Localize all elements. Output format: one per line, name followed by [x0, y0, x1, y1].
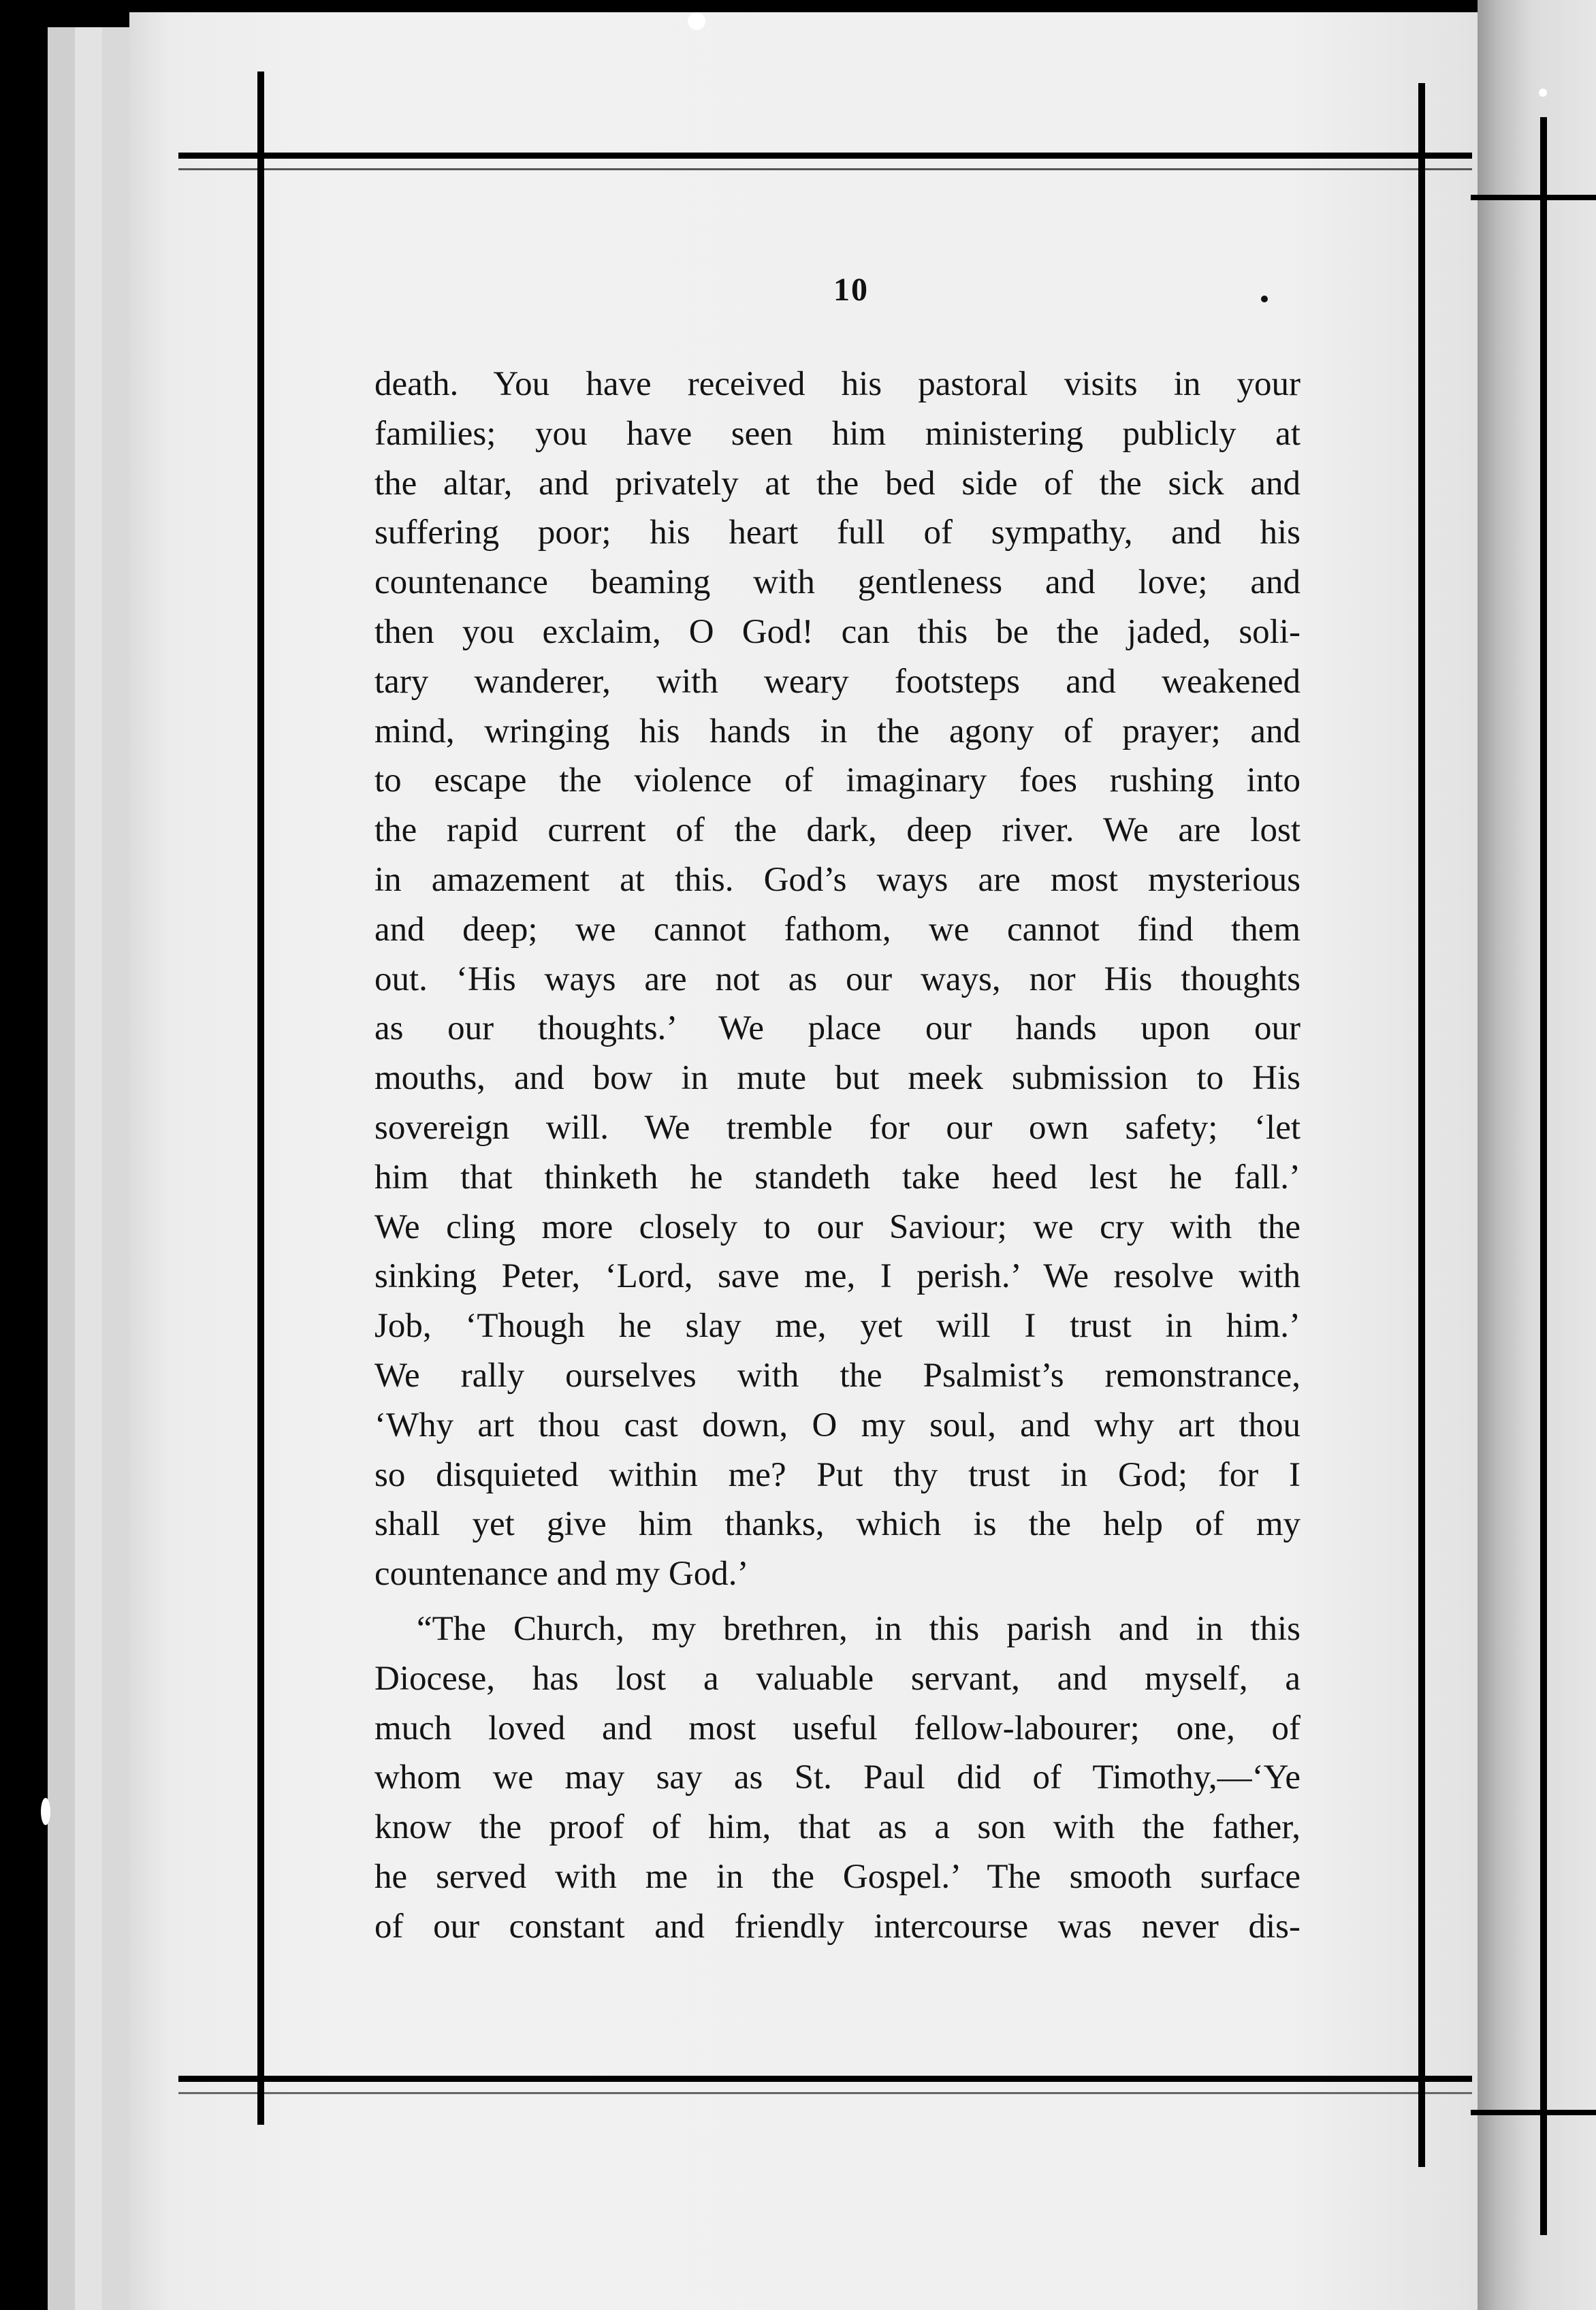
- adjacent-page-top-rule: [1471, 195, 1596, 200]
- text-line: of our constant and friendly intercourse was never dis-: [374, 1907, 1300, 1946]
- text-line: mind, wringing his hands in the agony of prayer; and: [374, 712, 1300, 750]
- text-line: death. You have received his pastoral visits in your: [374, 365, 1300, 403]
- text-line: ‘Why art thou cast down, O my soul, and why art thou: [374, 1406, 1300, 1444]
- right-border-rule: [1418, 83, 1425, 2167]
- text-line: much loved and most useful fellow-labourer; one, of: [374, 1709, 1300, 1747]
- text-line: We rally ourselves with the Psalmist’s remonstrance,: [374, 1356, 1300, 1395]
- text-line: suffering poor; his heart full of sympathy, and his: [374, 513, 1300, 552]
- text-line: whom we may say as St. Paul did of Timothy,—‘Ye: [374, 1758, 1300, 1797]
- page-stack-edge: [48, 27, 75, 2310]
- text-line: so disquieted within me? Put thy trust in God; for I: [374, 1455, 1300, 1494]
- text-line: know the proof of him, that as a son with the father,: [374, 1808, 1300, 1847]
- text-line: families; you have seen him ministering publicly at: [374, 414, 1300, 453]
- ink-dot: [1261, 296, 1268, 302]
- text-line: Diocese, has lost a valuable servant, and myself, a: [374, 1659, 1300, 1698]
- text-line: then you exclaim, O God! can this be the jaded, soli-: [374, 612, 1300, 651]
- left-border-rule: [257, 72, 264, 2125]
- bottom-border-shadow-rule: [178, 2092, 1472, 2094]
- top-border-shadow-rule: [178, 168, 1472, 170]
- text-line: sinking Peter, ‘Lord, save me, I perish.’ We resolve with: [374, 1257, 1300, 1296]
- text-line: countenance beaming with gentleness and love; and: [374, 563, 1300, 602]
- paragraph-gap: [374, 1599, 1300, 1604]
- text-line: out. ‘His ways are not as our ways, nor His thoughts: [374, 960, 1300, 998]
- adjacent-page-border-rule: [1540, 117, 1547, 2235]
- scan-speck: [1539, 89, 1547, 97]
- scan-speck: [688, 12, 705, 30]
- page-number: 10: [833, 272, 869, 308]
- adjacent-page-strip: [1478, 0, 1596, 2310]
- bottom-border-rule: [178, 2076, 1472, 2082]
- text-line: he served with me in the Gospel.’ The smooth surface: [374, 1857, 1300, 1896]
- adjacent-page-bottom-rule: [1471, 2110, 1596, 2115]
- text-line: mouths, and bow in mute but meek submission to His: [374, 1059, 1300, 1098]
- page-stack-edge: [75, 27, 102, 2310]
- top-border-rule: [178, 153, 1472, 159]
- text-line: him that thinketh he standeth take heed lest he fall.’: [374, 1158, 1300, 1197]
- text-line: We cling more closely to our Saviour; we cry with the: [374, 1207, 1300, 1246]
- text-line: tary wanderer, with weary footsteps and weakened: [374, 662, 1300, 701]
- text-line: sovereign will. We tremble for our own safety; ‘let: [374, 1108, 1300, 1147]
- text-line: countenance and my God.’: [374, 1555, 749, 1594]
- text-line: “The Church, my brethren, in this parish and in this: [417, 1609, 1300, 1648]
- body-text: [374, 360, 1300, 1952]
- text-line: the rapid current of the dark, deep river. We are lost: [374, 811, 1300, 850]
- text-line: as our thoughts.’ We place our hands upon our: [374, 1009, 1300, 1048]
- text-line: and deep; we cannot fathom, we cannot find them: [374, 910, 1300, 949]
- text-line: shall yet give him thanks, which is the help of my: [374, 1505, 1300, 1544]
- text-line: in amazement at this. God’s ways are most mysterious: [374, 860, 1300, 899]
- text-line: Job, ‘Though he slay me, yet will I trust in him.’: [374, 1307, 1300, 1346]
- page-stack-edge: [102, 27, 129, 2310]
- scan-speck: [41, 1798, 50, 1825]
- text-line: the altar, and privately at the bed side of the sick and: [374, 464, 1300, 503]
- text-line: to escape the violence of imaginary foes rushing into: [374, 761, 1300, 800]
